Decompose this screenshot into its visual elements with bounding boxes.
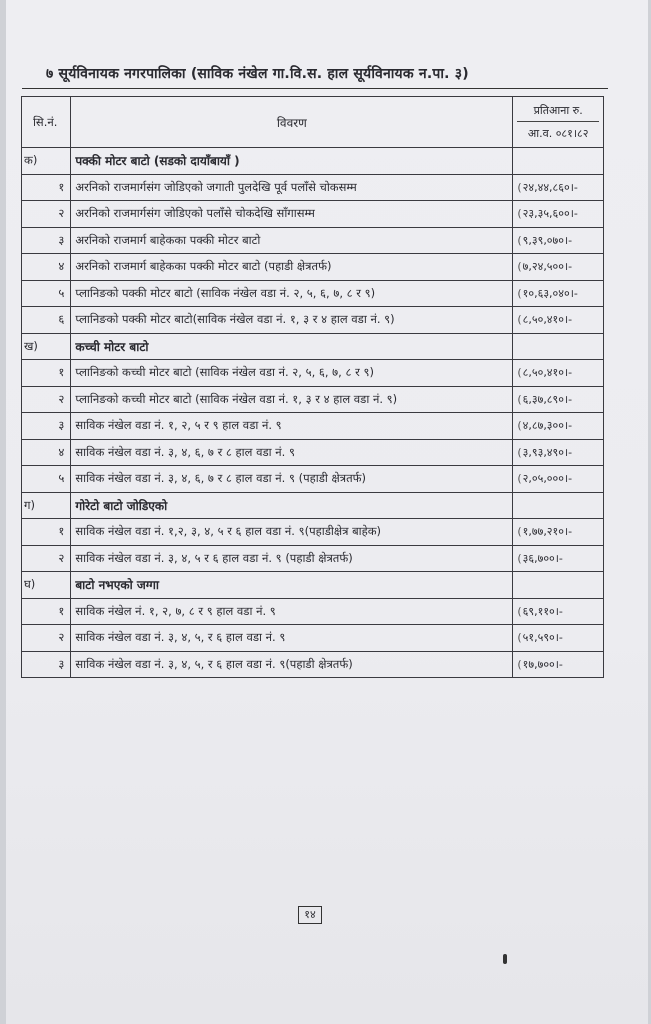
row-rate <box>513 545 604 572</box>
table-row <box>22 439 604 466</box>
header-sn: सि.नं. <box>22 97 71 148</box>
row-rate <box>513 413 604 440</box>
table-row <box>22 545 604 572</box>
row-rate <box>513 625 604 652</box>
rate-value: ८,५०,४१०।- <box>522 366 573 380</box>
row-sn: ५ <box>22 280 71 307</box>
section-rate-empty <box>513 148 604 175</box>
row-description: साविक नंखेल वडा नं. १, २, ५ र ९ हाल वडा नं. ९ <box>71 413 513 440</box>
section-title: बाटो नभएको जग्गा <box>71 572 513 599</box>
check-tick-mark: ( <box>517 233 522 247</box>
section-rate-empty <box>513 333 604 360</box>
row-description: साविक नंखेल नं. १, २, ७, ८ र ९ हाल वडा नं. ९ <box>71 598 513 625</box>
section-row <box>22 492 604 519</box>
row-sn: २ <box>22 386 71 413</box>
section-rate-empty <box>513 492 604 519</box>
page-heading: ७ सूर्यविनायक नगरपालिका (साविक नंखेल गा.वि.स. हाल सूर्यविनायक न.पा. ३) <box>46 66 469 82</box>
row-sn: ३ <box>22 651 71 678</box>
check-tick-mark: ( <box>517 419 522 433</box>
row-sn: १ <box>22 598 71 625</box>
row-rate <box>513 174 604 201</box>
header-rate <box>513 97 604 148</box>
row-description: अरनिको राजमार्गसंग जोडिएको पलाँसे चोकदेखि साँगासम्म <box>71 201 513 228</box>
check-tick-mark: ( <box>517 180 522 194</box>
table-row <box>22 227 604 254</box>
section-row <box>22 333 604 360</box>
rate-value: १७,७००।- <box>522 657 563 671</box>
row-description: साविक नंखेल वडा नं. ३, ४, ५, र ६ हाल वडा नं. ९ <box>71 625 513 652</box>
row-sn: ४ <box>22 254 71 281</box>
table-row <box>22 201 604 228</box>
check-tick-mark: ( <box>517 604 522 618</box>
section-label: क) <box>22 148 71 175</box>
section-label: घ) <box>22 572 71 599</box>
table-row <box>22 413 604 440</box>
table-row <box>22 519 604 546</box>
row-description: साविक नंखेल वडा नं. ३, ४, ६, ७ र ८ हाल वडा नं. ९ (पहाडी क्षेत्रतर्फ) <box>71 466 513 493</box>
table-row <box>22 651 604 678</box>
section-title: गोरेटो बाटो जोडिएको <box>71 492 513 519</box>
row-rate <box>513 201 604 228</box>
row-description: अरनिको राजमार्ग बाहेकका पक्की मोटर बाटो (पहाडी क्षेत्रतर्फ) <box>71 254 513 281</box>
row-sn: १ <box>22 519 71 546</box>
table-header-row <box>22 97 604 148</box>
row-sn: ३ <box>22 227 71 254</box>
check-tick-mark: ( <box>517 472 522 486</box>
heading-underline <box>22 88 608 89</box>
section-row <box>22 572 604 599</box>
row-sn: ४ <box>22 439 71 466</box>
row-description: अरनिको राजमार्ग बाहेकका पक्की मोटर बाटो <box>71 227 513 254</box>
table-row <box>22 598 604 625</box>
row-description: प्लानिङको पक्की मोटर बाटो(साविक नंखेल वडा नं. १, ३ र ४ हाल वडा नं. ९) <box>71 307 513 334</box>
table-row <box>22 466 604 493</box>
row-rate <box>513 254 604 281</box>
row-sn: ३ <box>22 413 71 440</box>
row-rate <box>513 360 604 387</box>
header-fiscal-year: आ.व. ०८१।८२ <box>527 127 589 140</box>
table-row <box>22 307 604 334</box>
rate-value: ८,५०,४१०।- <box>522 313 573 327</box>
row-rate <box>513 519 604 546</box>
check-tick-mark: ( <box>517 551 522 565</box>
row-description: प्लानिङको पक्की मोटर बाटो (साविक नंखेल वडा नं. २, ५, ६, ७, ८ र ९) <box>71 280 513 307</box>
rate-value: २३,३५,६००।- <box>522 207 578 221</box>
row-rate <box>513 439 604 466</box>
table-row <box>22 386 604 413</box>
rate-value: २,०५,०००।- <box>522 472 573 486</box>
page-number: १४ <box>298 906 322 924</box>
rate-value: ४,८७,३००।- <box>522 419 573 433</box>
rate-value: ९,३९,०७०।- <box>522 233 573 247</box>
check-tick-mark: ( <box>517 445 522 459</box>
section-title: कच्ची मोटर बाटो <box>71 333 513 360</box>
rate-value: ६९,११०।- <box>522 604 563 618</box>
row-rate <box>513 227 604 254</box>
row-sn: १ <box>22 174 71 201</box>
row-description: साविक नंखेल वडा नं. ३, ४, ५ र ६ हाल वडा नं. ९ (पहाडी क्षेत्रतर्फ) <box>71 545 513 572</box>
header-description: विवरण <box>71 97 513 148</box>
rate-value: ३,९३,४९०।- <box>522 445 573 459</box>
land-rate-table <box>21 96 604 678</box>
row-sn: २ <box>22 545 71 572</box>
table-row <box>22 625 604 652</box>
row-rate <box>513 386 604 413</box>
rate-value: १,७७,२१०।- <box>522 525 573 539</box>
rate-value: ६,३७,८९०।- <box>522 392 573 406</box>
rate-value: ७,२४,५००।- <box>522 260 573 274</box>
row-rate <box>513 307 604 334</box>
section-title: पक्की मोटर बाटो (सडको दायाँबायाँ ) <box>71 148 513 175</box>
check-tick-mark: ( <box>517 313 522 327</box>
table-row <box>22 254 604 281</box>
header-rate-title: प्रतिआना रु. <box>517 103 599 122</box>
row-sn: ५ <box>22 466 71 493</box>
row-rate <box>513 598 604 625</box>
rate-value: २४,४४,८६०।- <box>522 180 578 194</box>
check-tick-mark: ( <box>517 260 522 274</box>
check-tick-mark: ( <box>517 366 522 380</box>
row-description: प्लानिङको कच्ची मोटर बाटो (साविक नंखेल वडा नं. १, ३ र ४ हाल वडा नं. ९) <box>71 386 513 413</box>
check-tick-mark: ( <box>517 657 522 671</box>
check-tick-mark: ( <box>517 286 522 300</box>
document-page <box>6 0 648 1024</box>
row-description: साविक नंखेल वडा नं. ३, ४, ६, ७ र ८ हाल वडा नं. ९ <box>71 439 513 466</box>
row-description: साविक नंखेल वडा नं. १,२, ३, ४, ५ र ६ हाल वडा नं. ९(पहाडीक्षेत्र बाहेक) <box>71 519 513 546</box>
table-row <box>22 174 604 201</box>
ink-mark <box>503 954 507 964</box>
row-rate <box>513 651 604 678</box>
row-description: अरनिको राजमार्गसंग जोडिएको जगाती पुलदेखि पूर्व पलाँसे चोकसम्म <box>71 174 513 201</box>
section-label: ग) <box>22 492 71 519</box>
rate-value: ३६,७००।- <box>522 551 563 565</box>
rate-value: ५१,५९०।- <box>522 631 563 645</box>
row-sn: १ <box>22 360 71 387</box>
section-row <box>22 148 604 175</box>
check-tick-mark: ( <box>517 631 522 645</box>
row-sn: ६ <box>22 307 71 334</box>
table-row <box>22 280 604 307</box>
check-tick-mark: ( <box>517 392 522 406</box>
section-rate-empty <box>513 572 604 599</box>
table-row <box>22 360 604 387</box>
check-tick-mark: ( <box>517 525 522 539</box>
row-sn: २ <box>22 201 71 228</box>
row-sn: २ <box>22 625 71 652</box>
section-label: ख) <box>22 333 71 360</box>
rate-value: १०,६३,०४०।- <box>522 286 578 300</box>
row-description: साविक नंखेल वडा नं. ३, ४, ५, र ६ हाल वडा नं. ९(पहाडी क्षेत्रतर्फ) <box>71 651 513 678</box>
check-tick-mark: ( <box>517 207 522 221</box>
row-rate <box>513 280 604 307</box>
row-rate <box>513 466 604 493</box>
row-description: प्लानिङको कच्ची मोटर बाटो (साविक नंखेल वडा नं. २, ५, ६, ७, ८ र ९) <box>71 360 513 387</box>
